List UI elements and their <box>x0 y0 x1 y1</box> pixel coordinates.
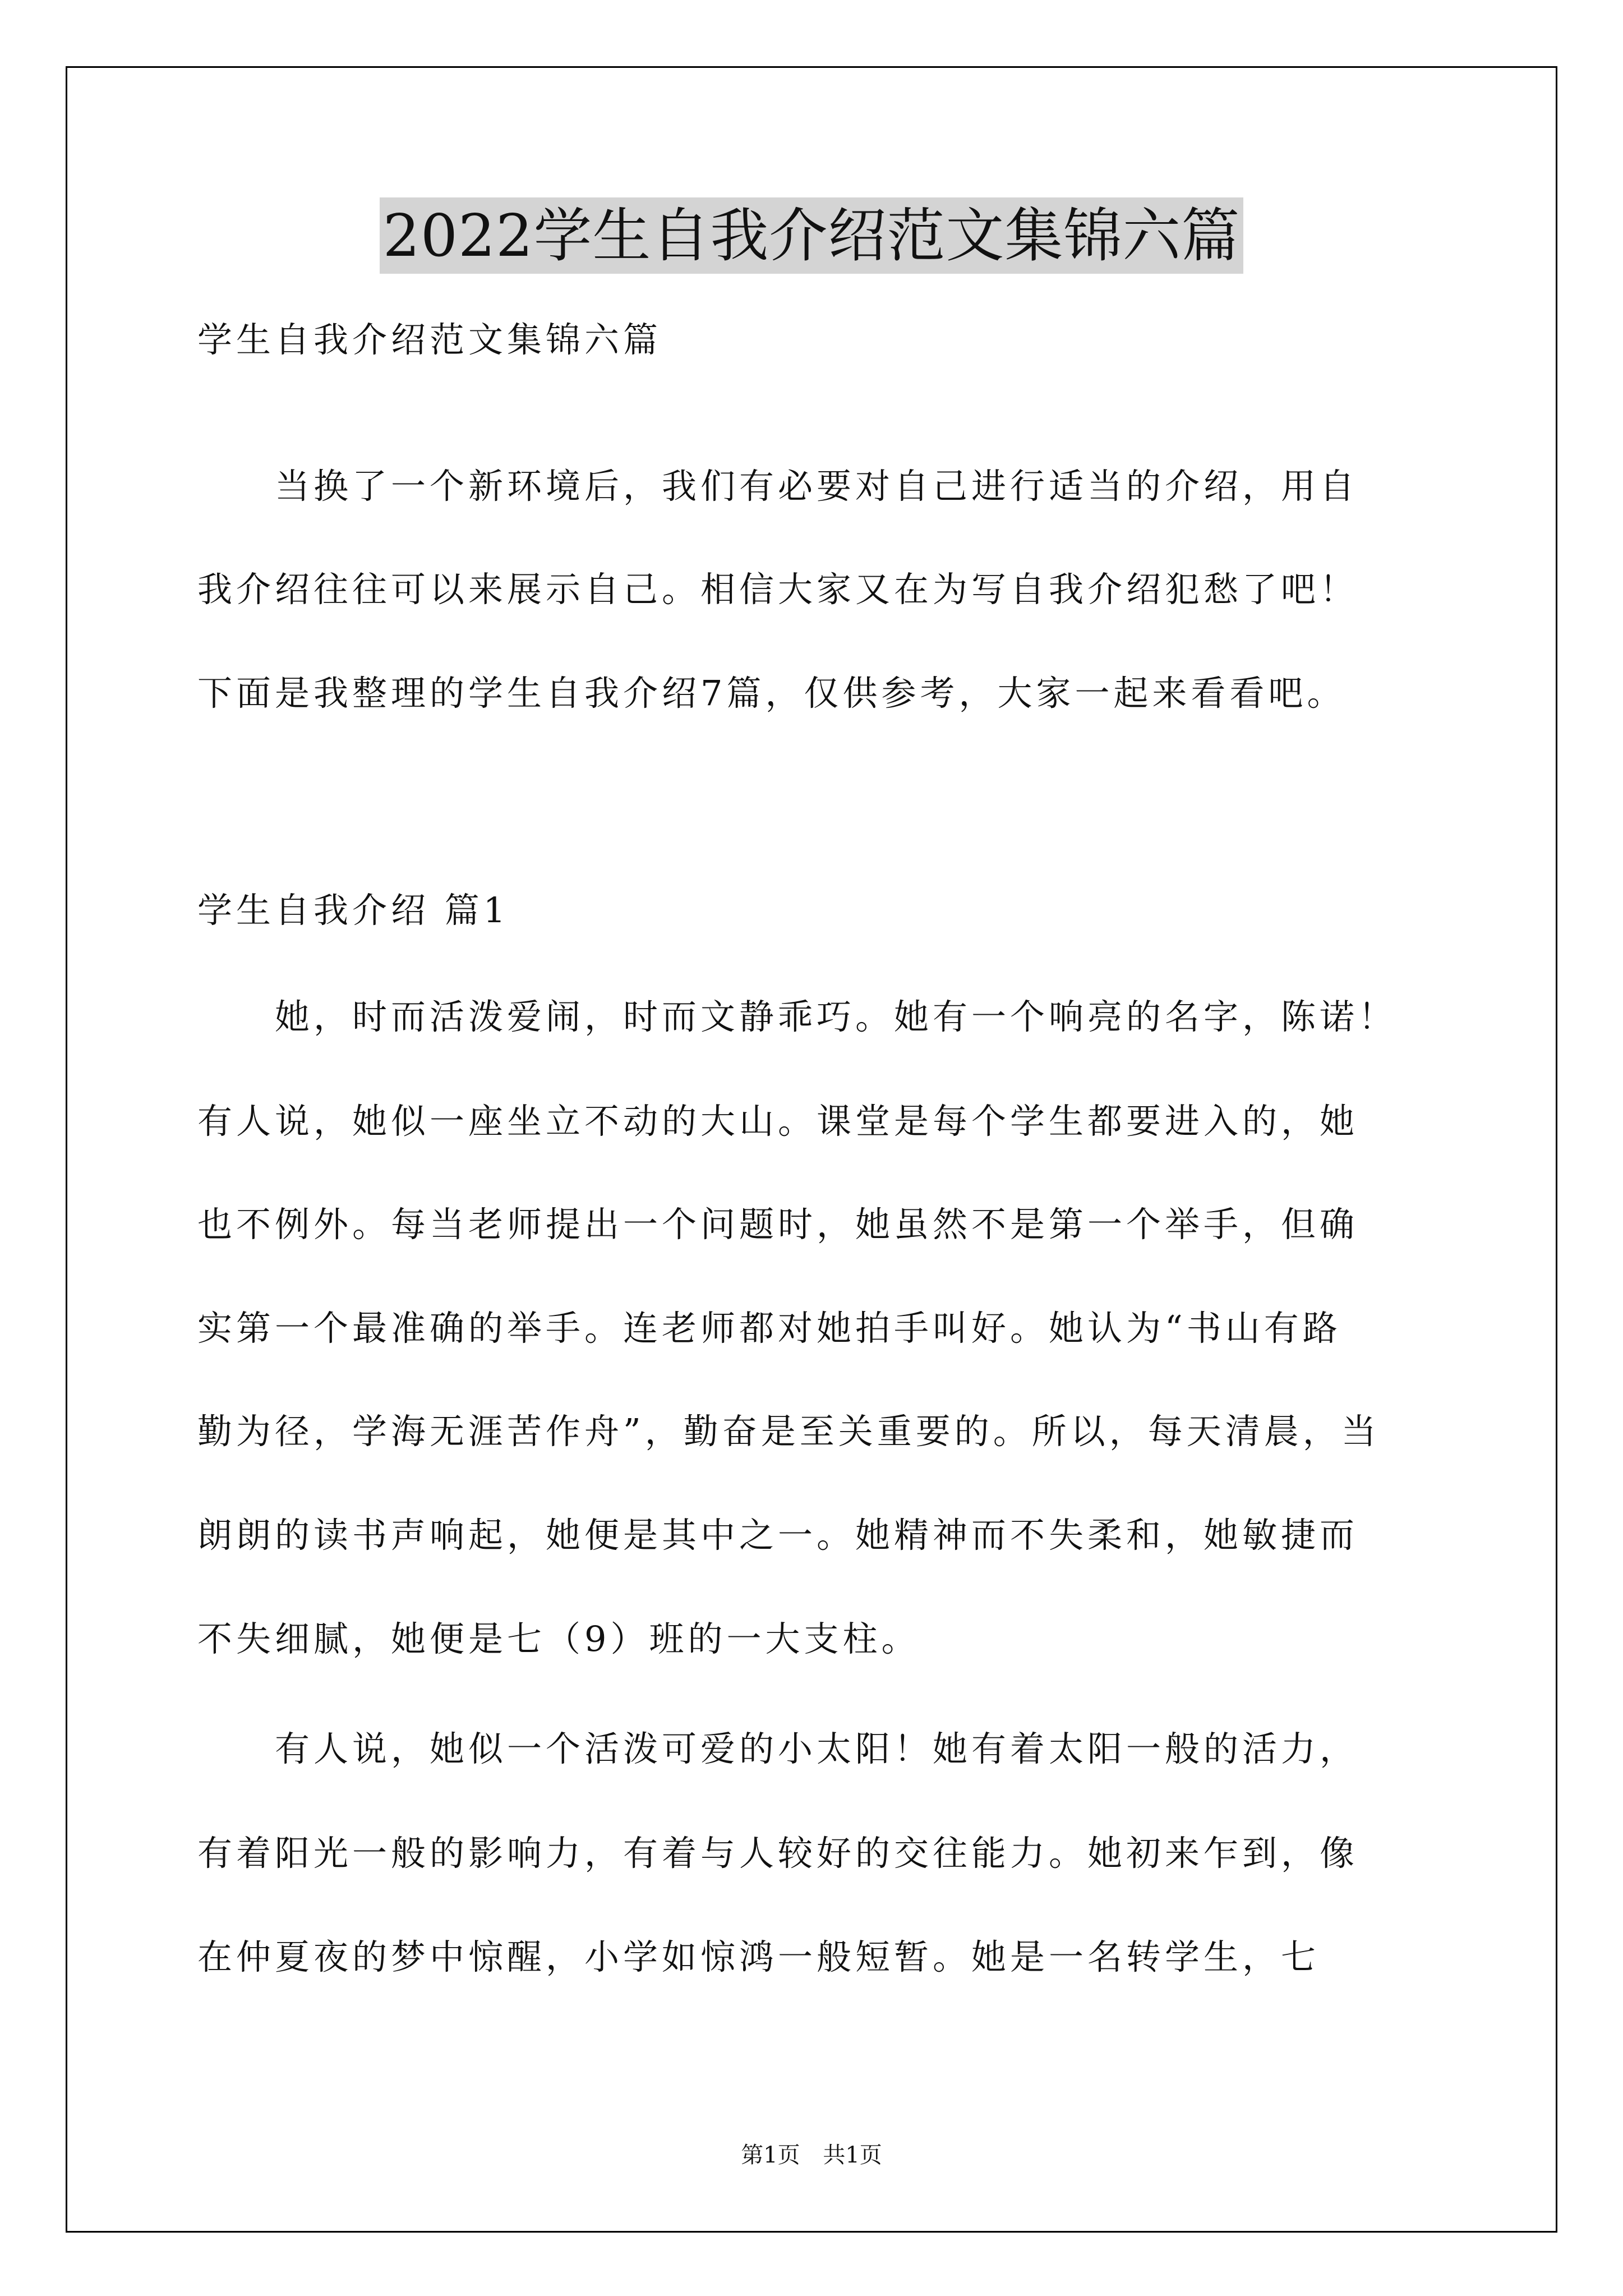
subtitle-line: 学生自我介绍范文集锦六篇 <box>197 319 662 360</box>
paragraph-line: 有人说，她似一个活泼可爱的小太阳！她有着太阳一般的活力， <box>197 1728 1359 1769</box>
paragraph-line: 实第一个最准确的举手。连老师都对她拍手叫好。她认为“书山有路 <box>197 1308 1341 1349</box>
paragraph-line: 我介绍往往可以来展示自己。相信大家又在为写自我介绍犯愁了吧！ <box>197 569 1359 610</box>
section-heading: 学生自我介绍 篇1 <box>197 890 510 931</box>
page-total: 共1页 <box>823 2142 882 2168</box>
paragraph-line: 勤为径，学海无涯苦作舟”，勤奋是至关重要的。所以，每天清晨，当 <box>197 1411 1380 1452</box>
paragraph-line: 当换了一个新环境后，我们有必要对自己进行适当的介绍，用自 <box>197 466 1359 507</box>
page-border <box>66 66 1557 2233</box>
paragraph-line: 有着阳光一般的影响力，有着与人较好的交往能力。她初来乍到，像 <box>197 1833 1359 1874</box>
document-title: 2022学生自我介绍范文集锦六篇 <box>380 197 1244 274</box>
paragraph-line: 有人说，她似一座坐立不动的大山。课堂是每个学生都要进入的，她 <box>197 1101 1359 1142</box>
paragraph-line: 朗朗的读书声响起，她便是其中之一。她精神而不失柔和，她敏捷而 <box>197 1515 1359 1556</box>
paragraph-line: 在仲夏夜的梦中惊醒，小学如惊鸿一般短暂。她是一名转学生，七 <box>197 1936 1320 1977</box>
page-footer <box>0 2138 1623 2172</box>
paragraph-line: 也不例外。每当老师提出一个问题时，她虽然不是第一个举手，但确 <box>197 1204 1359 1245</box>
title-block <box>0 197 1623 274</box>
paragraph-line: 不失细腻，她便是七（9）班的一大支柱。 <box>197 1618 920 1659</box>
page-number: 第1页 <box>741 2142 800 2168</box>
paragraph-line: 她，时而活泼爱闹，时而文静乖巧。她有一个响亮的名字，陈诺！ <box>197 996 1398 1037</box>
paragraph-line: 下面是我整理的学生自我介绍7篇，仅供参考，大家一起来看看吧。 <box>197 673 1346 714</box>
